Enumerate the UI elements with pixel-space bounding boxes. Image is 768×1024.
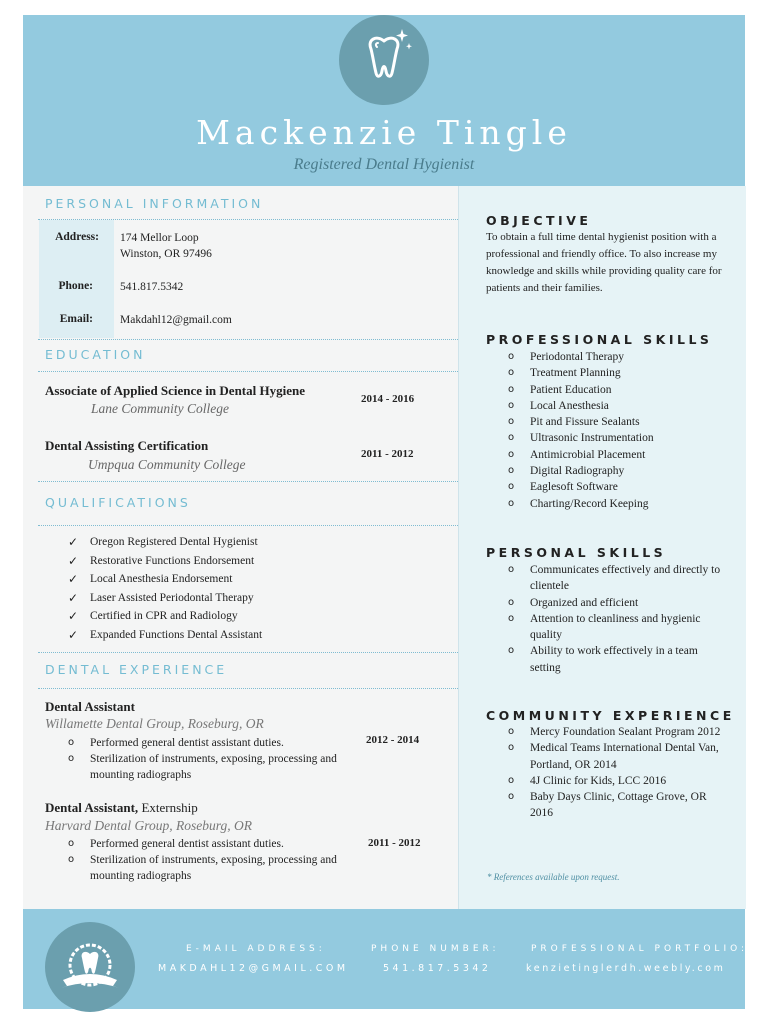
footer-email-label: E-MAIL ADDRESS: xyxy=(186,944,326,954)
list-item: o Performed general dentist assistant duties. xyxy=(68,838,284,850)
list-item: o Attention to cleanliness and hygienic quality xyxy=(508,612,701,642)
bullet-icon: o xyxy=(508,742,515,754)
list-item: o Patient Education xyxy=(508,382,743,398)
bullet-icon: o xyxy=(508,497,515,509)
bullet-icon: o xyxy=(68,854,75,865)
divider xyxy=(38,371,458,372)
email-value: Makdahl12@gmail.com xyxy=(120,314,232,326)
footer-phone-label: PHONE NUMBER: xyxy=(371,944,500,954)
objective-text: To obtain a full time dental hygienist position with a professional and friendly office. To also increase my knowledge and skills while providing quality care for patients and their families. xyxy=(486,231,722,294)
list-item: ✓ Local Anesthesia Endorsement xyxy=(68,570,262,589)
list-item: ✓ Oregon Registered Dental Hygienist xyxy=(68,533,262,552)
divider xyxy=(38,525,458,526)
address-line-2: Winston, OR 97496 xyxy=(120,248,212,260)
list-item: ✓ Expanded Functions Dental Assistant xyxy=(68,626,262,645)
bullet-icon: o xyxy=(508,383,515,395)
phone-label: Phone: xyxy=(58,280,93,292)
job-years: 2011 - 2012 xyxy=(368,837,421,849)
education-school: Lane Community College xyxy=(91,401,229,416)
section-title-experience: DENTAL EXPERIENCE xyxy=(45,662,228,677)
bullet-icon: o xyxy=(68,838,75,849)
job-organization: Willamette Dental Group, Roseburg, OR xyxy=(45,716,264,731)
footer-portfolio-link[interactable]: kenzietinglerdh.weebly.com xyxy=(526,963,726,974)
footer-phone-value: 541.817.5342 xyxy=(383,963,492,974)
education-years: 2011 - 2012 xyxy=(361,448,414,460)
footer-portfolio-label: PROFESSIONAL PORTFOLIO: xyxy=(531,944,749,954)
bullet-icon: o xyxy=(508,448,515,460)
bullet-icon: o xyxy=(508,351,515,362)
list-item: o Antimicrobial Placement xyxy=(508,447,743,463)
address-label: Address: xyxy=(55,231,99,243)
list-item: o Baby Days Clinic, Cottage Grove, OR 2016 xyxy=(508,791,707,820)
professional-skills-list xyxy=(508,349,743,512)
community-list xyxy=(508,724,723,822)
logo-badge xyxy=(339,15,429,105)
section-title-objective: OBJECTIVE xyxy=(486,213,592,228)
list-item: o Sterilization of instruments, exposing, processing and mounting radiographs xyxy=(68,753,337,781)
list-item: o Ultrasonic Instrumentation xyxy=(508,430,743,446)
section-title-qualifications: QUALIFICATIONS xyxy=(45,495,191,510)
bullet-icon: o xyxy=(508,465,515,477)
checkmark-icon: ✓ xyxy=(68,572,79,587)
education-degree: Dental Assisting Certification xyxy=(45,438,209,453)
education-degree: Associate of Applied Science in Dental Hygiene xyxy=(45,383,305,398)
bullet-icon: o xyxy=(508,596,515,608)
qualifications-list xyxy=(68,533,262,645)
bullet-icon: o xyxy=(508,399,515,411)
list-item: o Eaglesoft Software xyxy=(508,479,743,495)
job-duties-list xyxy=(68,836,358,884)
references-note: * References available upon request. xyxy=(487,872,620,882)
resume-header xyxy=(23,15,745,186)
checkmark-icon: ✓ xyxy=(68,553,79,568)
list-item: o Sterilization of instruments, exposing, processing and mounting radiographs xyxy=(68,854,337,882)
divider xyxy=(38,652,458,653)
divider xyxy=(38,481,458,482)
list-item: o Digital Radiography xyxy=(508,463,743,479)
section-title-personal-info: PERSONAL INFORMATION xyxy=(45,196,264,211)
list-item: o Organized and efficient xyxy=(508,595,723,611)
bullet-icon: o xyxy=(508,481,515,493)
list-item: o Treatment Planning xyxy=(508,365,743,381)
phone-value: 541.817.5342 xyxy=(120,281,184,293)
divider xyxy=(38,339,458,340)
checkmark-icon: ✓ xyxy=(68,627,79,642)
list-item: o Ability to work effectively in a team setting xyxy=(508,645,698,674)
checkmark-icon: ✓ xyxy=(68,609,79,624)
list-item: ✓ Certified in CPR and Radiology xyxy=(68,607,262,626)
section-title-personal-skills: PERSONAL SKILLS xyxy=(486,545,667,560)
bullet-icon: o xyxy=(68,753,75,764)
bullet-icon: o xyxy=(508,774,515,786)
job-title: Dental Assistant, Externship xyxy=(45,800,198,815)
job-title: Dental Assistant xyxy=(45,699,135,714)
bullet-icon: o xyxy=(508,416,515,428)
list-item: o Local Anesthesia xyxy=(508,398,743,414)
bullet-icon: o xyxy=(68,737,75,748)
bullet-icon: o xyxy=(508,791,515,803)
job-years: 2012 - 2014 xyxy=(366,734,420,746)
email-label: Email: xyxy=(59,313,93,325)
address-line-1: 174 Mellor Loop xyxy=(120,232,199,244)
section-title-community: COMMUNITY EXPERIENCE xyxy=(486,708,735,723)
bullet-icon: o xyxy=(508,432,515,444)
list-item: o Pit and Fissure Sealants xyxy=(508,414,743,430)
education-school: Umpqua Community College xyxy=(88,457,246,472)
footer-email-value[interactable]: MAKDAHL12@GMAIL.COM xyxy=(158,963,349,974)
candidate-name: Mackenzie Tingle xyxy=(196,113,572,152)
list-item: ✓ Restorative Functions Endorsement xyxy=(68,552,262,571)
checkmark-icon: ✓ xyxy=(68,590,79,605)
section-title-professional-skills: PROFESSIONAL SKILLS xyxy=(486,332,713,347)
list-item: o Periodontal Therapy xyxy=(508,349,743,365)
list-item: o Communicates effectively and directly to clientele xyxy=(508,564,721,593)
checkmark-icon: ✓ xyxy=(68,535,79,549)
list-item: o Performed general dentist assistant duties. xyxy=(68,737,284,749)
divider xyxy=(38,688,458,689)
bullet-icon: o xyxy=(508,612,515,624)
job-organization: Harvard Dental Group, Roseburg, OR xyxy=(45,818,252,833)
bullet-icon: o xyxy=(508,367,515,379)
bullet-icon: o xyxy=(508,564,515,575)
list-item: o Medical Teams International Dental Van, Portland, OR 2014 xyxy=(508,742,719,771)
job-duties-list xyxy=(68,735,358,783)
education-years: 2014 - 2016 xyxy=(361,393,415,405)
footer-badge xyxy=(45,922,135,1012)
candidate-title: Registered Dental Hygienist xyxy=(293,156,475,173)
bullet-icon: o xyxy=(508,726,515,737)
list-item: ✓ Laser Assisted Periodontal Therapy xyxy=(68,589,262,608)
bullet-icon: o xyxy=(508,645,515,657)
tooth-ribbon-badge-icon xyxy=(45,922,135,1012)
list-item: o Mercy Foundation Sealant Program 2012 xyxy=(508,724,723,740)
tooth-sparkle-icon xyxy=(339,15,429,105)
section-title-education: EDUCATION xyxy=(45,347,146,362)
list-item: o 4J Clinic for Kids, LCC 2016 xyxy=(508,773,723,789)
personal-skills-list xyxy=(508,562,723,676)
list-item: o Charting/Record Keeping xyxy=(508,496,743,512)
